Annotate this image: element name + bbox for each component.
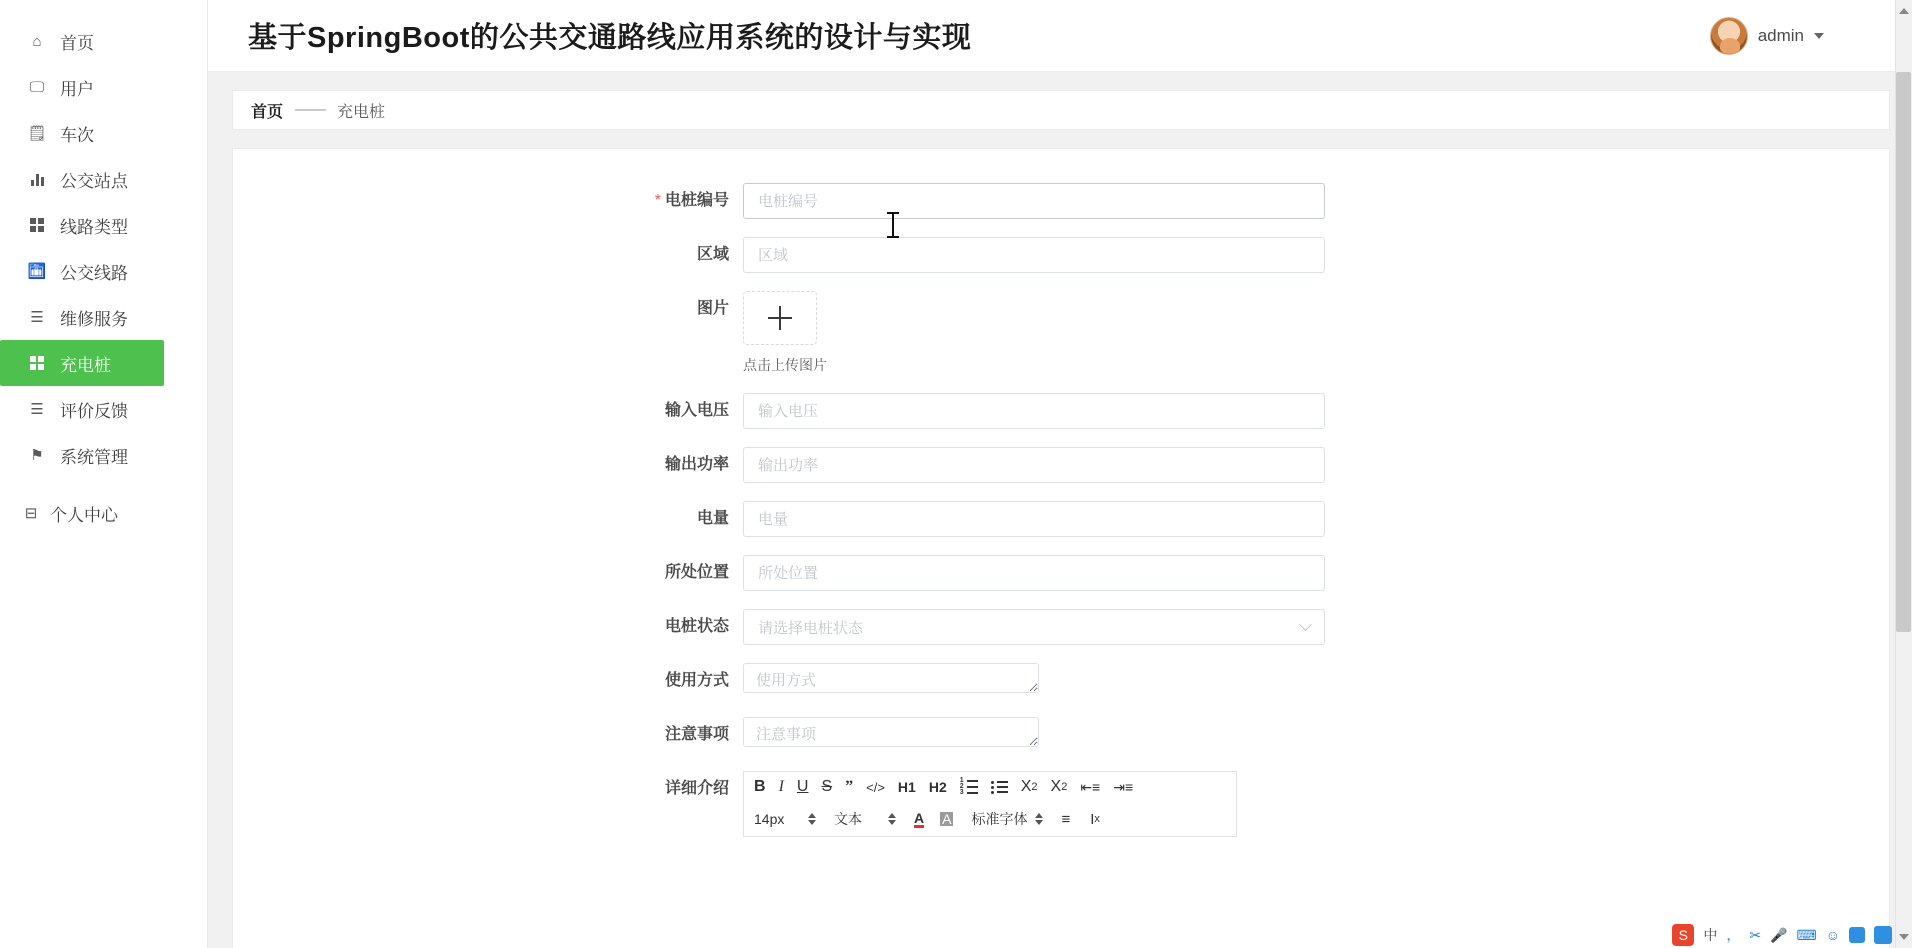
form-row-pile-status bbox=[233, 609, 1889, 645]
sidebar-item-bus-lines[interactable] bbox=[0, 248, 207, 294]
pile-number-input[interactable] bbox=[743, 183, 1325, 219]
field-label-detail-intro: 详细介绍 bbox=[664, 780, 729, 797]
sidebar-item-personal-center[interactable] bbox=[0, 490, 207, 536]
user-menu[interactable] bbox=[1710, 17, 1884, 55]
sogou-icon[interactable]: S bbox=[1672, 924, 1694, 946]
content-area bbox=[208, 0, 1912, 948]
editor-toolbar-row-2 bbox=[744, 802, 1236, 836]
form-row-notes bbox=[233, 717, 1889, 753]
list-icon: ☰ bbox=[30, 309, 44, 326]
font-family-value: 标准字体 bbox=[971, 811, 1028, 827]
field-label-notes: 注意事项 bbox=[664, 726, 729, 743]
sidebar-item-label: 车次 bbox=[60, 125, 94, 145]
sidebar-item-user[interactable] bbox=[0, 64, 207, 110]
scroll-down-icon[interactable] bbox=[1899, 934, 1909, 940]
label-text: 电桩编号 bbox=[664, 192, 729, 209]
strikethrough-icon[interactable]: S bbox=[821, 778, 833, 795]
sidebar-item-line-type[interactable] bbox=[0, 202, 207, 248]
chevron-down-icon bbox=[1299, 618, 1312, 631]
pile-status-select[interactable] bbox=[743, 609, 1325, 645]
user-name: admin bbox=[1757, 25, 1804, 45]
quote-icon[interactable]: ” bbox=[845, 778, 854, 795]
sidebar-item-feedback[interactable] bbox=[0, 386, 207, 432]
flag-icon: ⚑ bbox=[30, 447, 44, 464]
sidebar-item-charging-pile[interactable] bbox=[0, 340, 164, 386]
page-scrollbar[interactable] bbox=[1895, 0, 1912, 948]
card-icon: ⊟ bbox=[24, 505, 38, 522]
outdent-icon[interactable]: ⇤≡ bbox=[1080, 779, 1101, 795]
sidebar bbox=[0, 0, 208, 948]
sidebar-item-maintenance[interactable] bbox=[0, 294, 207, 340]
font-family-select[interactable] bbox=[971, 809, 1043, 829]
output-power-input[interactable] bbox=[743, 447, 1325, 483]
text-style-select[interactable] bbox=[834, 809, 896, 829]
notes-textarea[interactable] bbox=[743, 717, 1039, 747]
grid-icon bbox=[26, 218, 48, 232]
heading2-icon[interactable]: H2 bbox=[928, 779, 947, 795]
sidebar-item-trips[interactable] bbox=[0, 110, 207, 156]
field-label-area: 区域 bbox=[696, 246, 729, 263]
sidebar-item-label: 系统管理 bbox=[60, 447, 128, 467]
scissors-icon[interactable]: ✂ bbox=[1749, 926, 1762, 943]
field-label-usage: 使用方式 bbox=[664, 672, 729, 689]
form-row-image bbox=[233, 291, 1889, 375]
rich-text-editor[interactable] bbox=[743, 771, 1237, 837]
sidebar-item-label: 个人中心 bbox=[50, 505, 118, 525]
pile-status-placeholder: 请选择电桩状态 bbox=[758, 619, 864, 637]
form-row-pile-number bbox=[233, 183, 1889, 219]
plus-icon bbox=[768, 306, 792, 330]
monitor-icon: 🖵 bbox=[29, 78, 45, 96]
microphone-icon[interactable]: 🎤 bbox=[1770, 926, 1788, 943]
form-card bbox=[232, 148, 1890, 948]
input-voltage-input[interactable] bbox=[743, 393, 1325, 429]
sidebar-item-label: 公交线路 bbox=[60, 263, 128, 283]
subscript-icon[interactable]: X 2 bbox=[1020, 778, 1038, 795]
sidebar-item-label: 公交站点 bbox=[60, 171, 128, 191]
sidebar-item-system-management[interactable] bbox=[0, 432, 207, 478]
stepper-icon bbox=[888, 813, 896, 825]
required-marker: * bbox=[654, 192, 661, 209]
field-label-pile-number bbox=[233, 183, 743, 219]
area-input[interactable] bbox=[743, 237, 1325, 273]
breadcrumb bbox=[232, 90, 1890, 130]
heading1-icon[interactable]: H1 bbox=[897, 779, 916, 795]
sidebar-item-label: 首页 bbox=[60, 33, 94, 53]
sidebar-item-label: 充电桩 bbox=[60, 355, 111, 375]
field-label-input-voltage: 输入电压 bbox=[664, 402, 729, 419]
field-label-pile-status: 电桩状态 bbox=[664, 618, 729, 635]
italic-icon[interactable]: I bbox=[778, 778, 784, 795]
form-row-output-power bbox=[233, 447, 1889, 483]
page-title: 基于SpringBoot的公共交通路线应用系统的设计与实现 bbox=[248, 22, 972, 54]
stepper-icon bbox=[808, 813, 816, 825]
breadcrumb-current: 充电桩 bbox=[337, 103, 386, 121]
indent-icon[interactable]: ⇥≡ bbox=[1113, 779, 1134, 795]
stepper-icon bbox=[1035, 813, 1043, 825]
ordered-list-icon[interactable]: 1 2 3 bbox=[960, 779, 978, 795]
align-left-icon[interactable]: ≡ bbox=[1061, 810, 1071, 828]
scrollbar-thumb[interactable] bbox=[1896, 72, 1911, 632]
sidebar-item-bus-stops[interactable] bbox=[0, 156, 207, 202]
editor-toolbar-row-1 bbox=[744, 772, 1236, 802]
clear-format-icon[interactable]: I x bbox=[1090, 810, 1100, 828]
ime-toolbar[interactable] bbox=[1672, 924, 1892, 946]
superscript-icon[interactable]: X 2 bbox=[1050, 778, 1068, 795]
field-label-output-power: 输出功率 bbox=[664, 456, 729, 473]
form-row-area bbox=[233, 237, 1889, 273]
breadcrumb-home[interactable]: 首页 bbox=[251, 103, 284, 121]
clipboard-icon: 🗒 bbox=[27, 125, 47, 142]
breadcrumb-separator: —— bbox=[295, 101, 326, 118]
sidebar-item-label: 线路类型 bbox=[60, 217, 128, 237]
form-row-usage bbox=[233, 663, 1889, 699]
chevron-down-icon bbox=[1814, 33, 1824, 39]
form-row-location bbox=[233, 555, 1889, 591]
field-label-location: 所处位置 bbox=[664, 564, 729, 581]
briefcase-icon: 🛅 bbox=[27, 263, 47, 280]
sidebar-item-home[interactable] bbox=[0, 18, 207, 64]
bar-chart-icon bbox=[26, 173, 48, 186]
font-color-icon[interactable]: A bbox=[914, 809, 925, 826]
sidebar-item-label: 评价反馈 bbox=[60, 401, 128, 421]
form-row-detail-intro bbox=[233, 771, 1889, 837]
font-size-select[interactable] bbox=[754, 811, 816, 827]
top-bar bbox=[208, 0, 1912, 72]
location-input[interactable] bbox=[743, 555, 1325, 591]
toolbox-icon[interactable] bbox=[1874, 926, 1892, 944]
scroll-up-icon[interactable] bbox=[1899, 8, 1909, 14]
avatar bbox=[1710, 17, 1748, 55]
list-icon: ☰ bbox=[30, 401, 44, 418]
code-icon[interactable]: </> bbox=[866, 779, 885, 795]
home-icon: ⌂ bbox=[32, 32, 42, 50]
ime-mode-label[interactable]: 中 bbox=[1703, 927, 1718, 943]
form-row-input-voltage bbox=[233, 393, 1889, 429]
text-style-value: 文本 bbox=[834, 811, 862, 827]
field-label-electricity: 电量 bbox=[696, 510, 729, 527]
upload-hint: 点击上传图片 bbox=[743, 357, 827, 373]
bold-icon[interactable]: B bbox=[754, 778, 766, 795]
unordered-list-icon[interactable] bbox=[991, 781, 1008, 794]
form-row-electricity bbox=[233, 501, 1889, 537]
sidebar-item-label: 维修服务 bbox=[60, 309, 128, 329]
emoji-icon[interactable]: ☺ bbox=[1825, 927, 1840, 943]
punctuation-icon[interactable]: ， bbox=[1726, 927, 1741, 943]
sidebar-item-label: 用户 bbox=[60, 79, 94, 99]
font-size-value: 14px bbox=[754, 811, 785, 827]
grid-icon bbox=[26, 356, 48, 370]
highlight-icon[interactable]: A bbox=[942, 811, 952, 827]
electricity-input[interactable] bbox=[743, 501, 1325, 537]
field-label-image: 图片 bbox=[696, 300, 729, 317]
user-icon[interactable] bbox=[1849, 927, 1865, 943]
keyboard-icon[interactable]: ⌨ bbox=[1796, 926, 1817, 943]
image-upload-button[interactable] bbox=[743, 291, 817, 345]
underline-icon[interactable]: U bbox=[796, 778, 809, 795]
usage-textarea[interactable] bbox=[743, 663, 1039, 693]
